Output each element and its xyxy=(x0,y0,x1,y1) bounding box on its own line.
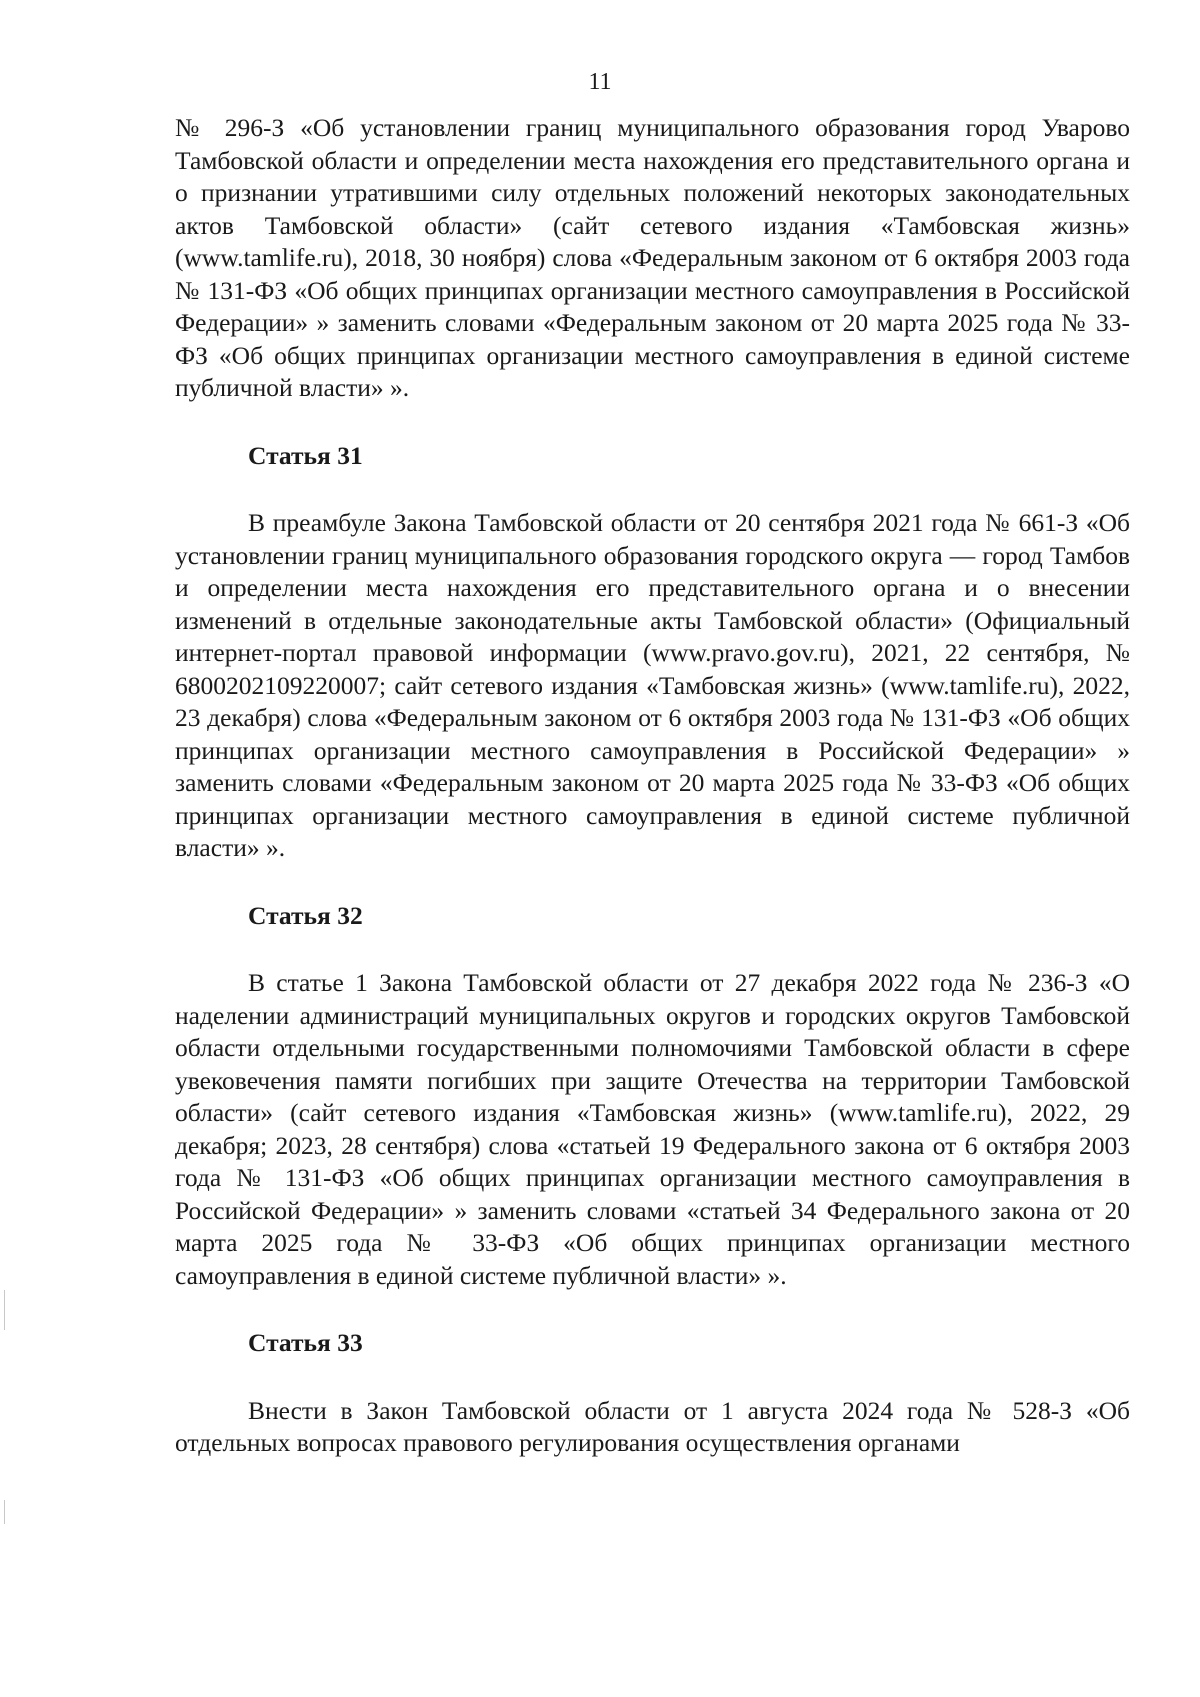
article-32-heading: Статья 32 xyxy=(248,900,363,930)
page-number: 11 xyxy=(588,69,612,95)
article-32-text: В статье 1 Закона Тамбовской области от 27 декабря 2022 года № 236-З «О наделении администраций муниципальных округов и городских округов Тамбовской области отдельными государственными полномочиями Тамбовской области в сфере увековечения памяти погибших при защите Отечества на территории Тамбовской области» (сайт сетевого издания «Тамбовская жизнь» (www.tamlife.ru), 2022, 29 декабря; 2023, 28 сентября) слова «статьей 19 Федерального закона от 6 октября 2003 года № 131-ФЗ «Об общих принципах организации местного самоуправления в Российской Федерации» » заменить словами «статьей 34 Федерального закона от 20 марта 2025 года № 33-ФЗ «Об общих принципах организации местного самоуправления в единой системе публичной власти» ». xyxy=(175,968,1130,1290)
paragraph-continuation: № 296-З «Об установлении границ муниципального образования город Уварово Тамбовской области и определении места нахождения его представительного органа и о признании утратившими силу отдельных положений некоторых законодательных актов Тамбовской области» (сайт сетевого издания «Тамбовская жизнь» (www.tamlife.ru), 2018, 30 ноября) слова «Федеральным законом от 6 октября 2003 года № 131-ФЗ «Об общих принципах организации местного самоуправления в Российской Федерации» » заменить словами «Федеральным законом от 20 марта 2025 года № 33-ФЗ «Об общих принципах организации местного самоуправления в единой системе публичной власти» ». xyxy=(175,113,1130,402)
scan-edge-mark xyxy=(4,1290,5,1330)
article-33-text: Внести в Закон Тамбовской области от 1 августа 2024 года № 528-З «Об отдельных вопросах правового регулирования осуществления органами xyxy=(175,1395,1130,1457)
page-content xyxy=(175,112,1130,1460)
article-31-heading: Статья 31 xyxy=(248,440,363,470)
article-33-heading: Статья 33 xyxy=(248,1328,363,1357)
article-31-text: В преамбуле Закона Тамбовской области от 20 сентября 2021 года № 661-З «Об установлении границ муниципального образования городского округа — город Тамбов и определении места нахождения его представительного органа и о внесении изменений в отдельные законодательные акты Тамбовской области» (Официальный интернет-портал правовой информации (www.pravo.gov.ru), 2021, 22 сентября, № 6800202109220007; сайт сетевого издания «Тамбовская жизнь» (www.tamlife.ru), 2022, 23 декабря) слова «Федеральным законом от 6 октября 2003 года № 131-ФЗ «Об общих принципах организации местного самоуправления в Российской Федерации» » заменить словами «Федеральным законом от 20 марта 2025 года № 33-ФЗ «Об общих принципах организации местного самоуправления в единой системе публичной власти» ». xyxy=(175,508,1130,862)
scan-edge-mark xyxy=(4,1500,5,1524)
